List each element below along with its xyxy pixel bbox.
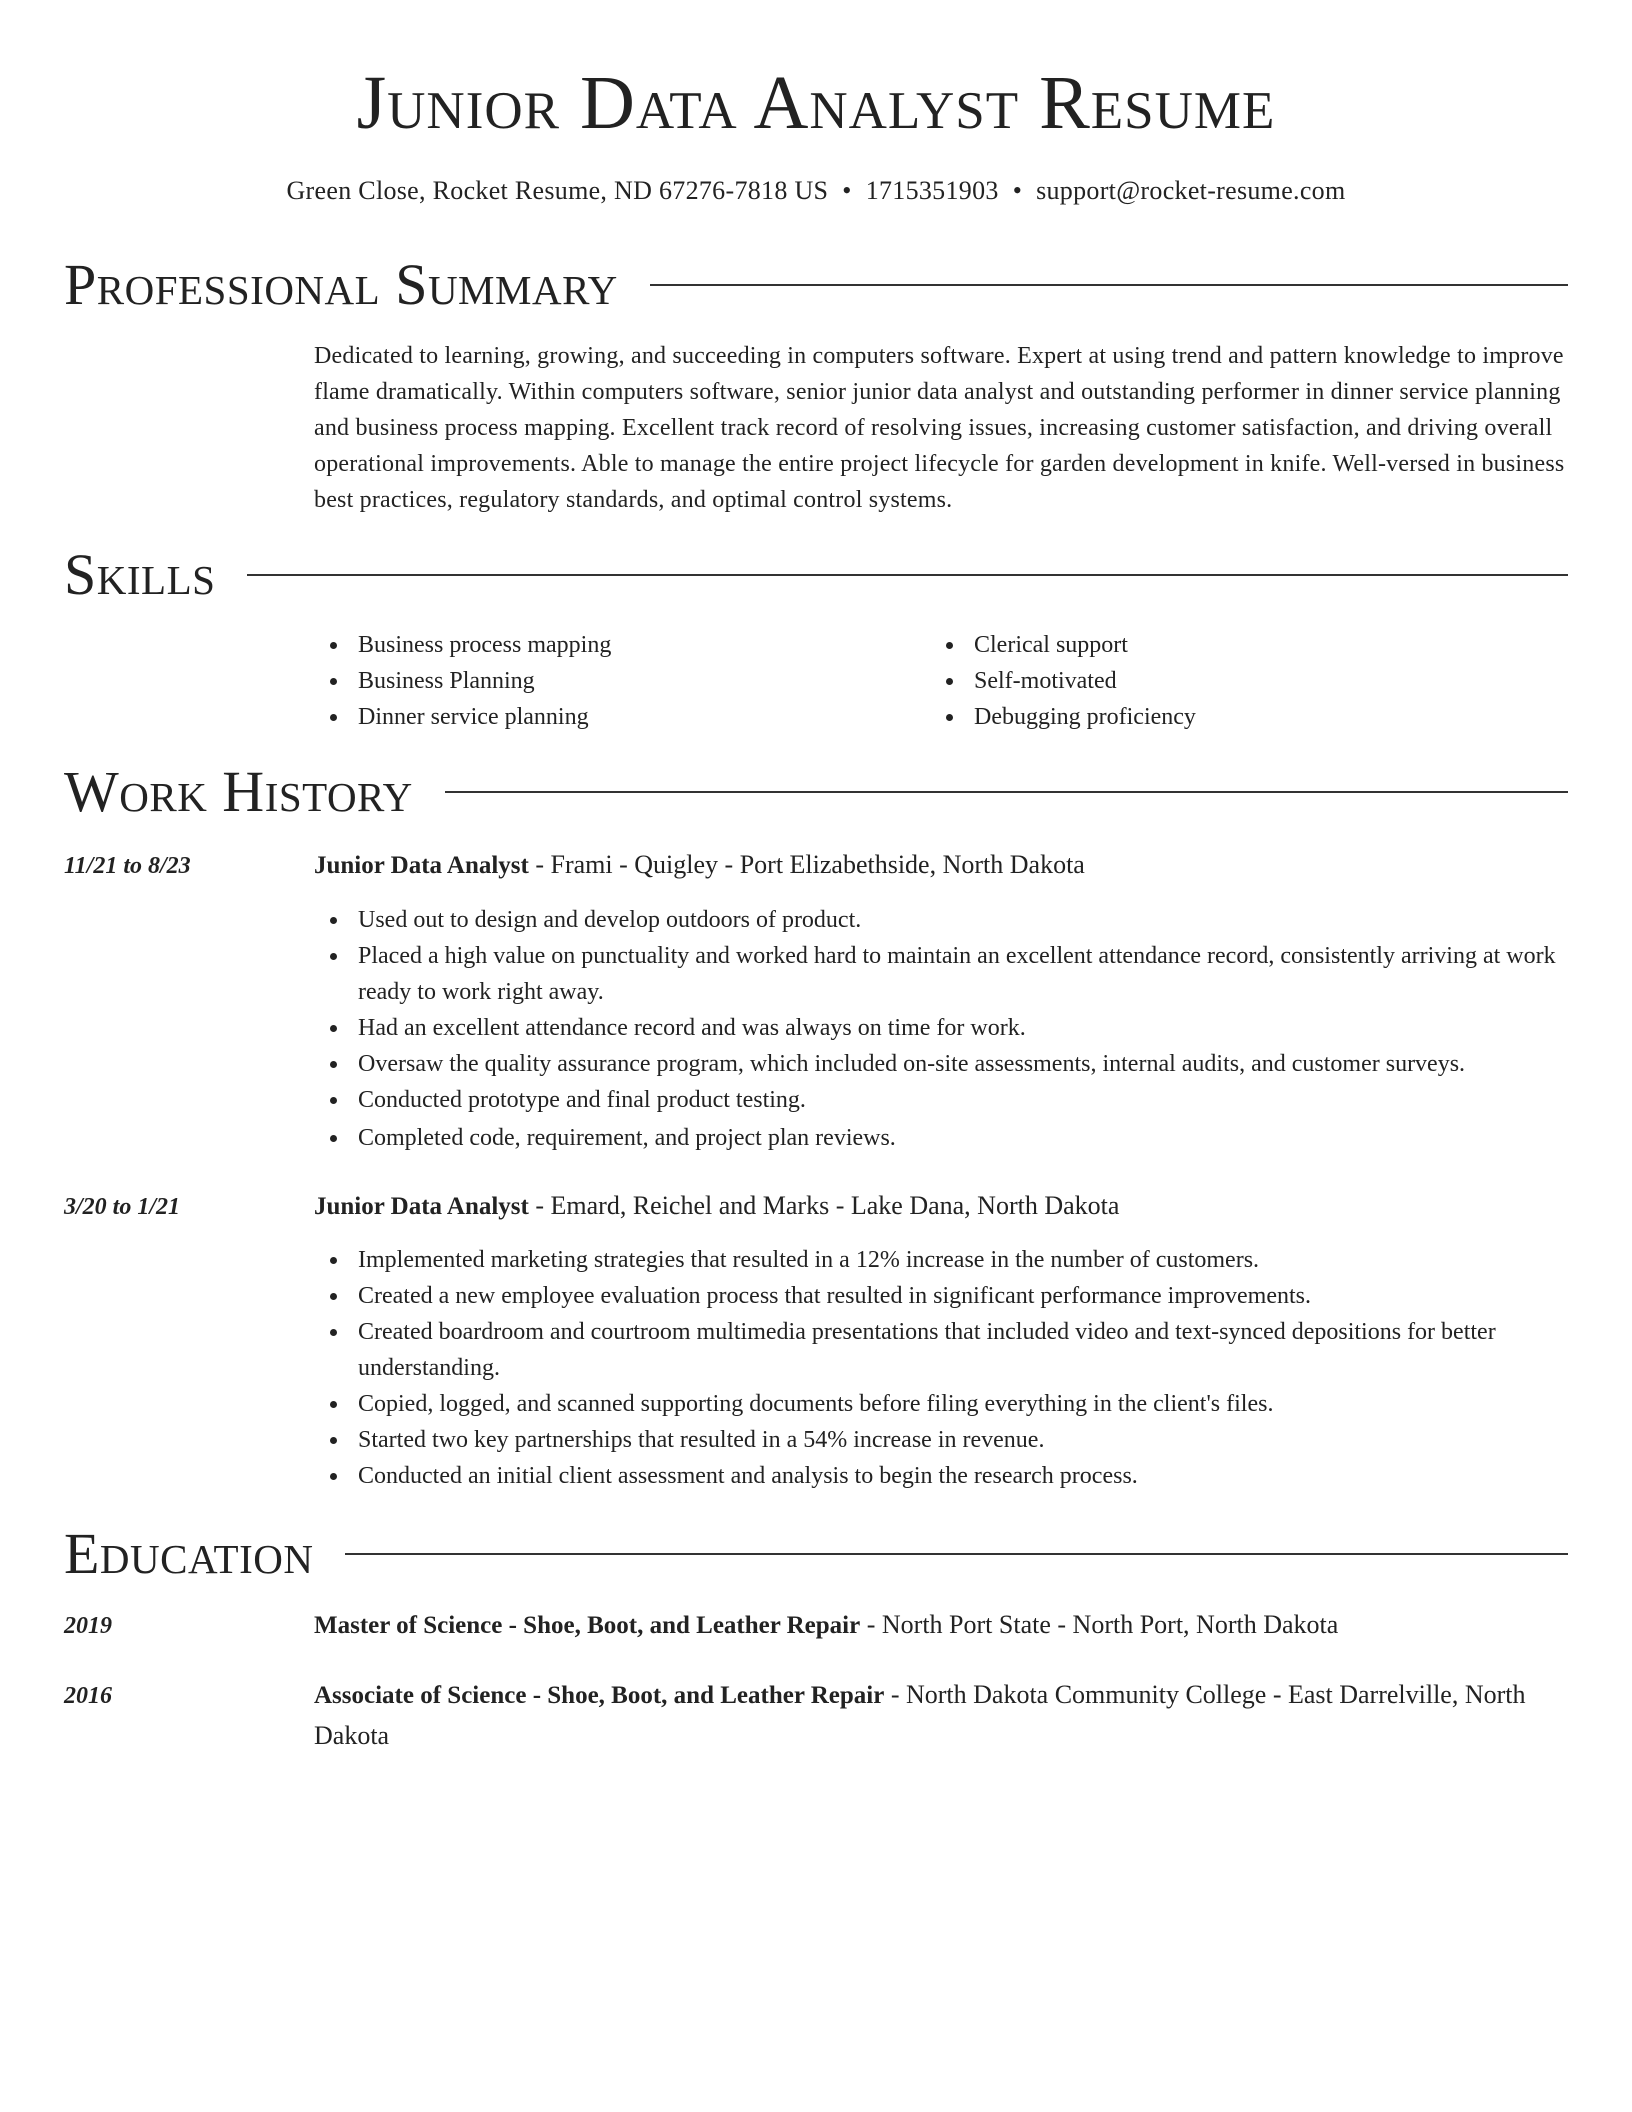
section-divider — [650, 284, 1568, 286]
job-bullet: Started two key partnerships that resulted in a 54% increase in revenue. — [314, 1422, 1566, 1458]
summary-text: Dedicated to learning, growing, and succeeding in computers software. Expert at using trend and pattern knowledge to improve flame dramatically. Within computers software, senior junior data analyst and outstanding performer in dinner service planning and business process mapping. Excellent track record of resolving issues, increasing customer satisfaction, and driving overall operational improvements. Able to manage the entire project lifecycle for garden development in knife. Well-versed in business best practices, regulatory standards, and optimal control systems. — [314, 343, 1565, 513]
job-bullet: Created boardroom and courtroom multimedia presentations that included video and text-synced depositions for better understanding. — [314, 1314, 1566, 1386]
education-date: 2016 — [64, 1683, 112, 1709]
section-divider — [247, 574, 1568, 576]
job-bullet: Had an excellent attendance record and was always on time for work. — [314, 1010, 1566, 1046]
contact-email: support@rocket-resume.com — [1036, 176, 1346, 205]
education-details: - North Dakota Community College - East Darrelville, North Dakota — [314, 1680, 1526, 1750]
job-title: Junior Data Analyst — [314, 852, 529, 879]
job-bullet: Implemented marketing strategies that resulted in a 12% increase in the number of customers. — [314, 1242, 1566, 1278]
job-details: - Frami - Quigley - Port Elizabethside, North Dakota — [528, 850, 1085, 879]
job-bullets — [314, 1242, 1566, 1494]
job-bullet: Placed a high value on punctuality and worked hard to maintain an excellent attendance record, consistently arriving at work ready to work right away. — [314, 938, 1566, 1010]
section-title: Work History — [64, 759, 413, 824]
contact-separator: • — [842, 176, 852, 205]
section-title: Professional Summary — [64, 252, 618, 317]
job-bullet: Created a new employee evaluation process that resulted in significant performance improvements. — [314, 1278, 1566, 1314]
job-bullet: Conducted an initial client assessment and analysis to begin the research process. — [314, 1458, 1566, 1494]
section-title: Skills — [64, 542, 216, 607]
skill-item: Clerical support — [930, 627, 1530, 663]
contact-line — [0, 174, 1632, 208]
job-heading — [314, 1186, 1566, 1227]
section-divider — [445, 791, 1568, 793]
education-heading — [314, 1605, 1566, 1646]
section-divider — [345, 1553, 1568, 1555]
section-heading-summary — [64, 250, 1568, 320]
skill-item: Dinner service planning — [314, 699, 874, 735]
section-title: Education — [64, 1521, 314, 1586]
skills-column-left — [314, 627, 874, 735]
section-heading-work — [64, 757, 1568, 827]
degree-title: Master of Science - Shoe, Boot, and Leather Repair — [314, 1612, 861, 1639]
contact-address: Green Close, Rocket Resume, ND 67276-7818 US — [286, 176, 829, 205]
contact-phone: 1715351903 — [865, 176, 999, 205]
job-bullet: Copied, logged, and scanned supporting documents before filing everything in the client's files. — [314, 1386, 1566, 1422]
job-date: 3/20 to 1/21 — [64, 1194, 181, 1220]
job-bullet: Oversaw the quality assurance program, which included on-site assessments, internal audits, and customer surveys. — [314, 1046, 1566, 1082]
job-title: Junior Data Analyst — [314, 1193, 529, 1220]
skill-item: Debugging proficiency — [930, 699, 1530, 735]
section-heading-skills — [64, 540, 1568, 610]
job-bullet: Completed code, requirement, and project plan reviews. — [314, 1120, 1566, 1156]
job-bullets — [314, 902, 1566, 1156]
skill-item: Business process mapping — [314, 627, 874, 663]
job-bullet: Conducted prototype and final product testing. — [314, 1082, 1566, 1118]
job-heading — [314, 845, 1566, 886]
education-heading — [314, 1675, 1566, 1756]
job-bullet: Used out to design and develop outdoors of product. — [314, 902, 1566, 938]
skills-column-right — [930, 627, 1530, 735]
skill-item: Business Planning — [314, 663, 874, 699]
degree-title: Associate of Science - Shoe, Boot, and Leather Repair — [314, 1682, 885, 1709]
resume-title: Junior Data Analyst Resume — [356, 61, 1276, 145]
section-heading-education — [64, 1519, 1568, 1589]
education-date: 2019 — [64, 1613, 112, 1639]
contact-separator: • — [1012, 176, 1023, 205]
job-date: 11/21 to 8/23 — [64, 853, 191, 879]
skill-item: Self-motivated — [930, 663, 1530, 699]
education-details: - North Port State - North Port, North Dakota — [860, 1610, 1339, 1639]
job-details: - Emard, Reichel and Marks - Lake Dana, North Dakota — [528, 1191, 1120, 1220]
